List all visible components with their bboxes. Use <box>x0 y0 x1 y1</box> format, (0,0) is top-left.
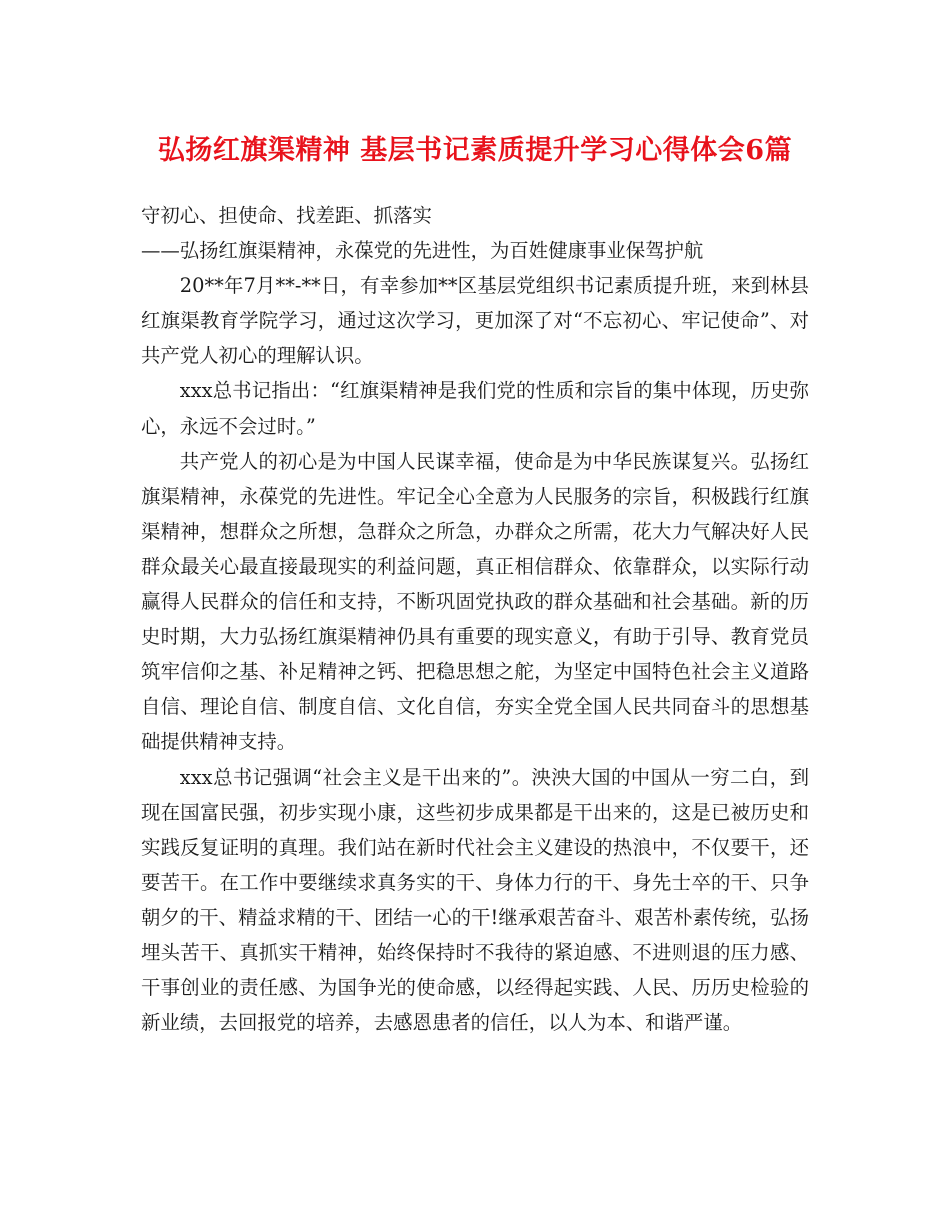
paragraph-4: xxx总书记强调“社会主义是干出来的”。泱泱大国的中国从一穷二白，到现在国富民强，初步实现小康，这些初步成果都是干出来的，这是已被历史和实践反复证明的真理。我们站在新时代社会主义建设的热浪中，不仅要干，还要苦干。在工作中要继续求真务实的干、身体力行的干、身先士卒的干、只争朝夕的干、精益求精的干、团结一心的干!继承艰苦奋斗、艰苦朴素传统，弘扬埋头苦干、真抓实干精神，始终保持时不我待的紧迫感、不进则退的压力感、干事创业的责任感、为国争光的使命感，以经得起实践、人民、历历史检验的新业绩，去回报党的培养，去感恩患者的信任，以人为本、和谐严谨。 <box>141 765 809 1035</box>
heading-line-2: ——弘扬红旗渠精神，永葆党的先进性，为百姓健康事业保驾护航 <box>141 239 704 263</box>
paragraph-1: 20**年7月**-**日，有幸参加**区基层党组织书记素质提升班，来到林县红旗渠教育学院学习，通过这次学习，更加深了对“不忘初心、牢记使命”、对共产党人初心的理解认识。 <box>141 274 809 368</box>
heading-line-1: 守初心、担使命、找差距、抓落实 <box>141 204 432 227</box>
document-body <box>141 198 809 1040</box>
document-title: 弘扬红旗渠精神 基层书记素质提升学习心得体会6篇 <box>157 135 793 166</box>
paragraph-3: 共产党人的初心是为中国人民谋幸福，使命是为中华民族谋复兴。弘扬红旗渠精神，永葆党的先进性。牢记全心全意为人民服务的宗旨，积极践行红旗渠精神，想群众之所想，急群众之所急，办群众之所需，花大力气解决好人民群众最关心最直接最现实的利益问题，真正相信群众、依靠群众，以实际行动赢得人民群众的信任和支持，不断巩固党执政的群众基础和社会基础。新的历史时期，大力弘扬红旗渠精神仍具有重要的现实意义，有助于引导、教育党员筑牢信仰之基、补足精神之钙、把稳思想之舵，为坚定中国特色社会主义道路自信、理论自信、制度自信、文化自信，夯实全党全国人民共同奋斗的思想基础提供精神支持。 <box>141 449 809 754</box>
paragraph-2: xxx总书记指出：“红旗渠精神是我们党的性质和宗旨的集中体现，历史弥心，永远不会过时。” <box>141 379 809 438</box>
